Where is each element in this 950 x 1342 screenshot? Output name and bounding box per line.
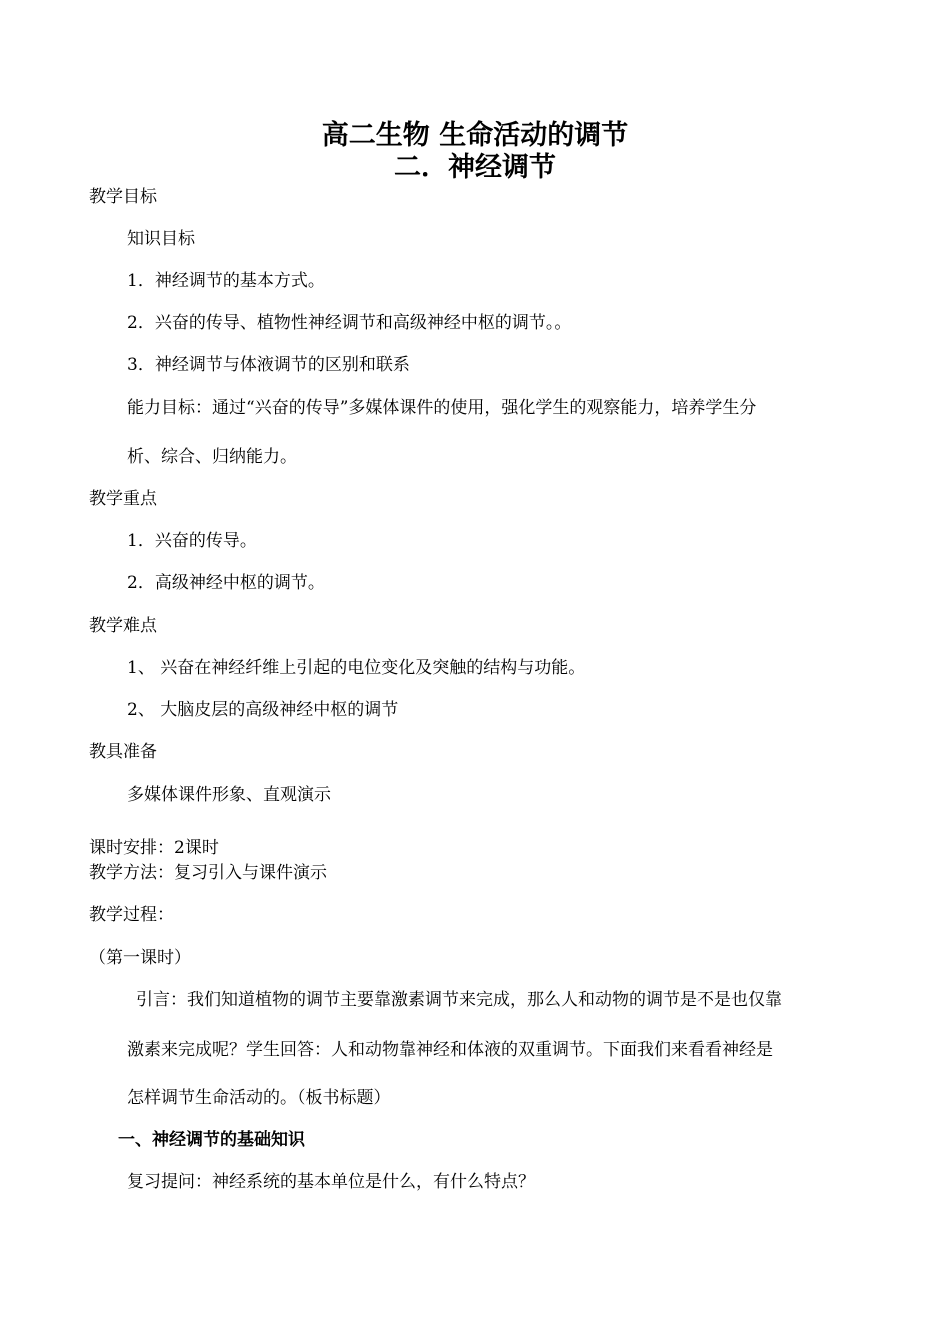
ability-objective-line: 能力目标：通过“兴奋的传导”多媒体课件的使用，强化学生的观察能力，培养学生分	[127, 398, 757, 418]
knowledge-item: 3．神经调节与体液调节的区别和联系	[127, 355, 410, 375]
ability-objective-line: 析、综合、归纳能力。	[127, 447, 297, 467]
intro-paragraph-line: 怎样调节生命活动的。（板书标题）	[127, 1088, 391, 1108]
process-heading: 教学过程：	[89, 905, 174, 925]
document-title: 高二生物 生命活动的调节	[321, 120, 629, 151]
knowledge-item: 1．神经调节的基本方式。	[127, 271, 325, 291]
section-one-heading: 一、神经调节的基础知识	[118, 1130, 305, 1150]
key-points-heading: 教学重点	[89, 489, 157, 509]
tools-heading: 教具准备	[89, 742, 157, 762]
schedule-text: 课时安排：2课时	[89, 838, 219, 858]
difficulty-item: 2、 大脑皮层的高级神经中枢的调节	[127, 700, 399, 720]
difficulty-heading: 教学难点	[89, 616, 157, 636]
difficulty-item: 1、 兴奋在神经纤维上引起的电位变化及突触的结构与功能。	[127, 658, 586, 678]
lesson-label: （第一课时）	[89, 948, 191, 968]
document-subtitle: 二．神经调节	[394, 152, 556, 183]
method-text: 教学方法：复习引入与课件演示	[89, 863, 327, 883]
review-question: 复习提问：神经系统的基本单位是什么，有什么特点？	[127, 1172, 535, 1192]
intro-paragraph-line: 引言：我们知道植物的调节主要靠激素调节来完成，那么人和动物的调节是不是也仅靠	[136, 990, 782, 1010]
objectives-heading: 教学目标	[89, 187, 157, 207]
tools-text: 多媒体课件形象、直观演示	[127, 785, 331, 805]
intro-paragraph-line: 激素来完成呢？学生回答：人和动物靠神经和体液的双重调节。下面我们来看看神经是	[127, 1040, 773, 1060]
key-point-item: 1．兴奋的传导。	[127, 531, 257, 551]
knowledge-heading: 知识目标	[127, 229, 195, 249]
knowledge-item: 2．兴奋的传导、植物性神经调节和高级神经中枢的调节。。	[127, 313, 572, 333]
key-point-item: 2．高级神经中枢的调节。	[127, 573, 325, 593]
